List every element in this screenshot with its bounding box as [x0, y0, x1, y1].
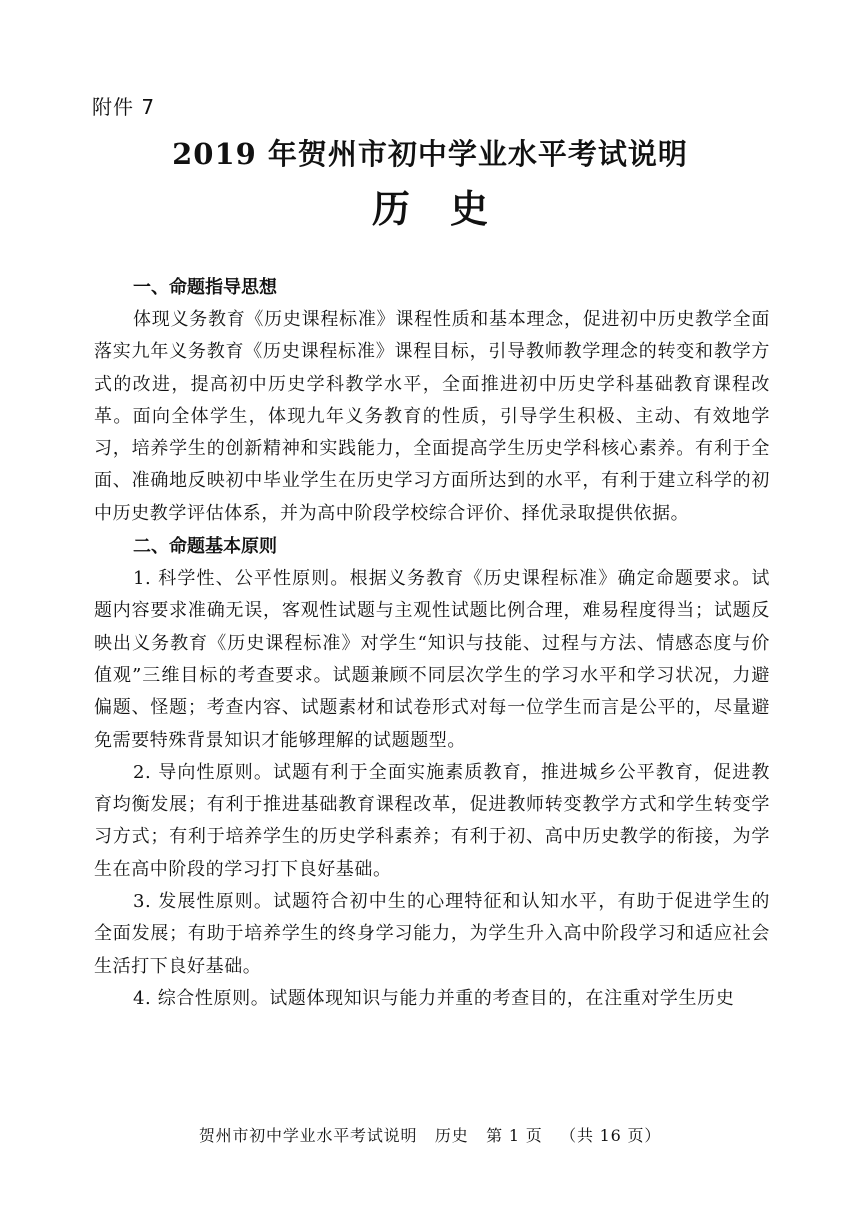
- paragraph: 1. 科学性、公平性原则。根据义务教育《历史课程标准》确定命题要求。试题内容要求准确无误，客观性试题与主观性试题比例合理，难易程度得当；试题反映出义务教育《历史课程标准》对学生“知识与技能、过程与方法、情感态度与价值观”三维目标的考查要求。试题兼顾不同层次学生的学习水平和学习状况，力避偏题、怪题；考查内容、试题素材和试卷形式对每一位学生而言是公平的，尽量避免需要特殊背景知识才能够理解的试题题型。: [94, 568, 770, 751]
- page-footer: 贺州市初中学业水平考试说明 历史 第 1 页 （共 16 页）: [198, 1126, 662, 1145]
- section-guiding-thought: [94, 271, 770, 530]
- document-title: 2019 年贺州市初中学业水平考试说明: [172, 137, 688, 171]
- paragraph: 体现义务教育《历史课程标准》课程性质和基本理念，促进初中历史教学全面落实九年义务教育《历史课程标准》课程目标，引导教师教学理念的转变和教学方式的改进，提高初中历史学科教学水平，全面推进初中历史学科基础教育课程改革。面向全体学生，体现九年义务教育的性质，引导学生积极、主动、有效地学习，培养学生的创新精神和实践能力，全面提高学生历史学科核心素养。有利于全面、准确地反映初中毕业学生在历史学习方面所达到的水平，有利于建立科学的初中历史教学评估体系，并为高中阶段学校综合评价、择优录取提供依据。: [94, 309, 770, 524]
- paragraph: 4. 综合性原则。试题体现知识与能力并重的考查目的，在注重对学生历史: [133, 987, 735, 1009]
- section-basic-principles: [94, 530, 770, 1015]
- subject-title: 历史: [371, 186, 528, 231]
- section-heading: 二、命题基本原则: [133, 536, 277, 558]
- section-heading: 一、命题指导思想: [133, 277, 277, 298]
- attachment-label: 附件 7: [92, 95, 156, 119]
- paragraph: 2. 导向性原则。试题有利于全面实施素质教育，推进城乡公平教育，促进教育均衡发展；有利于推进基础教育课程改革，促进教师转变教学方式和学生转变学习方式；有利于培养学生的历史学科素养；有利于初、高中历史教学的衔接，为学生在高中阶段的学习打下良好基础。: [94, 761, 770, 880]
- paragraph: 3. 发展性原则。试题符合初中生的心理特征和认知水平，有助于促进学生的全面发展；有助于培养学生的终身学习能力，为学生升入高中阶段学习和适应社会生活打下良好基础。: [94, 891, 770, 977]
- document-body: [94, 271, 770, 1015]
